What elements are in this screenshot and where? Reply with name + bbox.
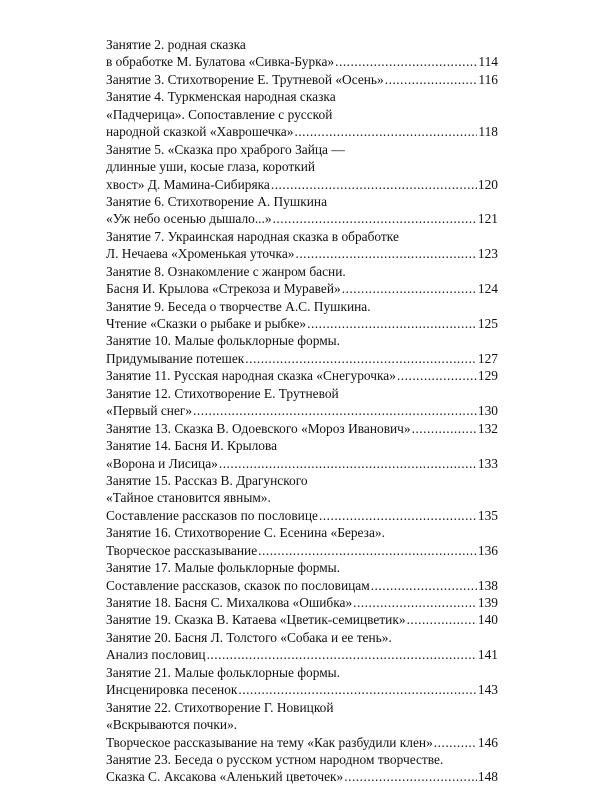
toc-entry-text: «Уж небо осенью дышало...»	[106, 211, 272, 227]
toc-entry-text: «Первый снег»	[106, 403, 193, 419]
toc-entry-text: Составление рассказов, сказок по пословицам	[106, 577, 370, 593]
toc-entry-text: длинные уши, косые глаза, короткий	[106, 159, 316, 175]
dot-leader	[238, 681, 477, 698]
dot-leader	[295, 245, 476, 262]
toc-line	[106, 106, 498, 123]
dot-leader	[434, 734, 477, 751]
toc-line	[106, 298, 498, 315]
toc-entry-text: Л. Нечаева «Хроменькая уточка»	[106, 246, 295, 262]
toc-line	[106, 245, 498, 262]
toc-line	[106, 332, 498, 349]
toc-entry-text: Занятие 9. Беседа о творчестве А.С. Пушкина.	[106, 298, 371, 314]
toc-line	[106, 350, 498, 367]
dot-leader	[353, 594, 477, 611]
toc-page-number: 138	[477, 577, 498, 593]
toc-entry-text: Творческое рассказывание	[106, 542, 258, 558]
toc-entry-text: Занятие 5. «Сказка про храброго Зайца —	[106, 141, 345, 157]
toc-line	[106, 315, 498, 332]
toc-entry-text: Занятие 8. Ознакомление с жанром басни.	[106, 263, 346, 279]
toc-line	[106, 280, 498, 297]
toc-line	[106, 768, 498, 785]
toc-page-number: 125	[477, 316, 498, 331]
toc-entry-text: Занятие 21. Малые фольклорные формы.	[106, 664, 341, 680]
toc-entry-text: Занятие 15. Рассказ В. Драгунского	[106, 472, 308, 488]
toc-line	[106, 751, 498, 768]
dot-leader	[271, 176, 477, 193]
toc-page-number: 116	[478, 71, 498, 87]
toc-entry-text: Чтение «Сказки о рыбаке и рыбке»	[106, 316, 307, 331]
toc-line	[106, 123, 498, 140]
toc-line	[106, 88, 498, 105]
dot-leader	[273, 210, 477, 227]
toc-entry-text: Составление рассказов по пословице	[106, 507, 318, 523]
toc-entry-text: Занятие 14. Басня И. Крылова	[106, 438, 278, 454]
toc-line	[106, 367, 498, 384]
toc-entry-text: Занятие 19. Сказка В. Катаева «Цветик-семицветик»	[106, 612, 406, 628]
toc-line	[106, 734, 498, 751]
toc-entry-text: Занятие 20. Басня Л. Толстого «Собака и ее тень».	[106, 629, 392, 645]
toc-line	[106, 53, 498, 70]
toc-entry-text: Сказка С. Аксакова «Аленький цветочек»	[106, 769, 344, 785]
toc-entry-text: Анализ пословиц	[106, 647, 206, 663]
toc-line	[106, 210, 498, 227]
toc-page-number: 135	[477, 507, 498, 523]
toc-entry-text: Придумывание потешек	[106, 350, 245, 366]
dot-leader	[319, 507, 477, 524]
toc-entry-text: в обработке М. Булатова «Сивка-Бурка»	[106, 54, 335, 70]
dot-leader	[342, 280, 477, 297]
toc-page-number: 118	[478, 124, 498, 140]
toc-line	[106, 437, 498, 454]
dot-leader	[335, 53, 477, 70]
toc-page-number: 143	[477, 682, 498, 698]
toc-line	[106, 385, 498, 402]
dot-leader	[407, 611, 477, 628]
toc-line	[106, 193, 498, 210]
toc-page-number: 123	[477, 246, 498, 262]
toc-entry-text: Занятие 13. Сказка В. Одоевского «Мороз Иванович»	[106, 420, 411, 436]
toc-entry-text: «Падчерица». Сопоставление с русской	[106, 106, 333, 122]
toc-line	[106, 664, 498, 681]
toc-entry-text: Занятие 7. Украинская народная сказка в обработке	[106, 228, 399, 244]
dot-leader	[412, 420, 477, 437]
toc-page-number: 114	[478, 54, 498, 70]
toc-page-number: 120	[477, 176, 498, 192]
toc-page-number: 148	[477, 769, 498, 785]
toc-entry-text: народной сказкой «Хаврошечка»	[106, 124, 294, 140]
toc-entry-text: Занятие 18. Басня С. Михалкова «Ошибка»	[106, 595, 353, 610]
toc-entry-text: Занятие 22. Стихотворение Г. Новицкой	[106, 699, 334, 715]
toc-entry-text: Занятие 4. Туркменская народная сказка	[106, 89, 336, 105]
toc-line	[106, 646, 498, 663]
toc-entry-text: Творческое рассказывание на тему «Как разбудили клен»	[106, 734, 433, 750]
table-of-contents	[106, 36, 498, 786]
toc-entry-text: Занятие 11. Русская народная сказка «Снегурочка»	[106, 368, 396, 384]
toc-line	[106, 36, 498, 53]
toc-page-number: 136	[477, 542, 498, 558]
toc-line	[106, 158, 498, 175]
toc-line	[106, 420, 498, 437]
toc-entry-text: Занятие 17. Малые фольклорные формы.	[106, 560, 341, 576]
toc-line	[106, 71, 498, 88]
toc-line	[106, 681, 498, 698]
toc-line	[106, 141, 498, 158]
toc-line	[106, 489, 498, 506]
toc-entry-text: «Тайное становится явным».	[106, 490, 271, 506]
dot-leader	[307, 315, 477, 332]
toc-page-number: 139	[477, 595, 498, 610]
dot-leader	[245, 350, 477, 367]
toc-entry-text: Занятие 6. Стихотворение А. Пушкина	[106, 193, 328, 209]
toc-entry-text: Занятие 2. родная сказка	[106, 37, 246, 52]
dot-leader	[397, 367, 477, 384]
toc-page-number: 127	[477, 350, 498, 366]
toc-line	[106, 699, 498, 716]
toc-page-number: 140	[477, 612, 498, 628]
toc-line	[106, 611, 498, 628]
toc-entry-text: Инсценировка песенок	[106, 682, 238, 698]
toc-entry-text: Занятие 16. Стихотворение С. Есенина «Береза».	[106, 525, 385, 541]
toc-page-number: 129	[477, 368, 498, 384]
toc-line	[106, 263, 498, 280]
toc-line	[106, 176, 498, 193]
toc-page-number: 132	[477, 420, 498, 436]
toc-page-number: 133	[477, 455, 498, 471]
toc-entry-text: Занятие 12. Стихотворение Е. Трутневой	[106, 385, 339, 401]
toc-entry-text: «Ворона и Лисица»	[106, 455, 218, 471]
toc-line	[106, 629, 498, 646]
toc-line	[106, 524, 498, 541]
dot-leader	[207, 646, 477, 663]
toc-line	[106, 716, 498, 733]
toc-line	[106, 542, 498, 559]
toc-page-number: 141	[477, 647, 498, 663]
toc-entry-text: хвост» Д. Мамина-Сибиряка	[106, 176, 270, 192]
toc-line	[106, 577, 498, 594]
toc-page-number: 146	[477, 734, 498, 750]
toc-line	[106, 455, 498, 472]
toc-entry-text: Басня И. Крылова «Стрекоза и Муравей»	[106, 281, 341, 297]
dot-leader	[219, 455, 477, 472]
toc-line	[106, 228, 498, 245]
toc-entry-text: «Вскрываются почки».	[106, 717, 238, 733]
dot-leader	[385, 71, 478, 88]
dot-leader	[258, 542, 477, 559]
dot-leader	[193, 402, 477, 419]
toc-page-number: 121	[477, 211, 498, 227]
toc-page-number: 130	[477, 403, 498, 419]
toc-entry-text: Занятие 10. Малые фольклорные формы.	[106, 333, 341, 349]
dot-leader	[294, 123, 477, 140]
toc-line	[106, 594, 498, 611]
toc-page-number: 124	[477, 281, 498, 297]
toc-line	[106, 559, 498, 576]
toc-line	[106, 402, 498, 419]
toc-entry-text: Занятие 23. Беседа о русском устном народном творчестве.	[106, 751, 444, 767]
toc-entry-text: Занятие 3. Стихотворение Е. Трутневой «Осень»	[106, 71, 384, 87]
toc-line	[106, 472, 498, 489]
dot-leader	[344, 768, 477, 785]
dot-leader	[371, 577, 477, 594]
toc-line	[106, 507, 498, 524]
